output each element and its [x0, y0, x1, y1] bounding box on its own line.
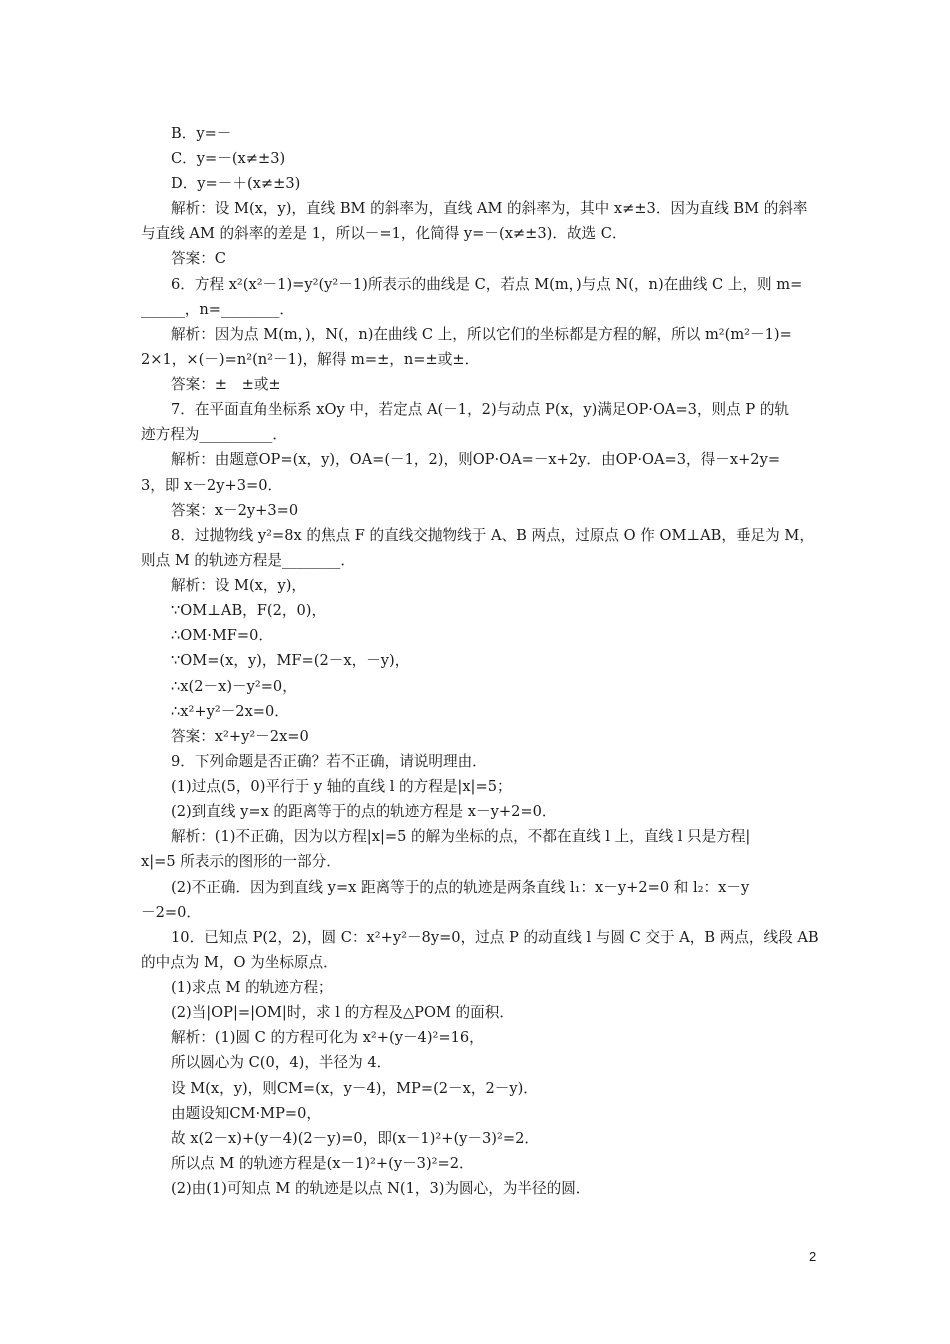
analysis-10-line-7: (2)由(1)可知点 M 的轨迹是以点 N(1，3)为圆心，为半径的圆．	[171, 1180, 591, 1197]
question-10-line-2: 的中点为 M，O 为坐标原点．	[141, 954, 338, 971]
analysis-6-line-1: 解析：因为点 M(m，)，N(，n)在曲线 C 上，所以它们的坐标都是方程的解，所以 m²(m²－1)=	[171, 326, 792, 343]
question-9-part-2: (2)到直线 y=x 的距离等于的点的轨迹方程是 x－y+2=0．	[171, 803, 557, 820]
analysis-10-line-3: 设 M(x，y)，则CM=(x，y－4)，MP=(2－x，2－y)．	[171, 1080, 538, 1097]
analysis-8-line-1: 解析：设 M(x，y)，	[171, 577, 307, 594]
question-6-line-2: ______，n=________．	[141, 301, 294, 318]
option-c: C．y=－(x≠±3)	[171, 150, 286, 167]
analysis-8-line-5: ∴x(2－x)－y²=0，	[171, 678, 297, 695]
analysis-8-line-6: ∴x²+y²－2x=0．	[171, 703, 289, 720]
question-7-line-2: 迹方程为__________．	[141, 426, 287, 443]
question-6-line-1: 6．方程 x²(x²－1)=y²(y²－1)所表示的曲线是 C，若点 M(m，)与点 N(，n)在曲线 C 上，则 m=	[171, 276, 803, 293]
analysis-8-line-2: ∵OM⊥AB，F(2，0)，	[171, 602, 327, 619]
analysis-9-line-1: 解析：(1)不正确，因为以方程|x|=5 的解为坐标的点，不都在直线 l 上，直线 l 只是方程|	[171, 828, 751, 845]
question-10-part-2: (2)当|OP|=|OM|时，求 l 的方程及△POM 的面积．	[171, 1004, 514, 1021]
analysis-9-line-2: x|=5 所表示的图形的一部分．	[141, 853, 341, 870]
analysis-10-line-6: 所以点 M 的轨迹方程是(x－1)²+(y－3)²=2．	[171, 1155, 474, 1172]
question-10-line-1: 10．已知点 P(2，2)，圆 C：x²+y²－8y=0，过点 P 的动直线 l 与圆 C 交于 A，B 两点，线段 AB	[171, 929, 819, 946]
question-9-part-1: (1)过点(5，0)平行于 y 轴的直线 l 的方程是|x|=5；	[171, 778, 512, 795]
question-9: 9．下列命题是否正确？若不正确，请说明理由．	[171, 753, 487, 770]
question-10-part-1: (1)求点 M 的轨迹方程；	[171, 979, 333, 996]
analysis-9-line-4: －2=0．	[141, 904, 201, 921]
answer-8: 答案：x²+y²－2x=0	[171, 728, 309, 745]
analysis-10-line-2: 所以圆心为 C(0，4)，半径为 4．	[171, 1054, 392, 1071]
analysis-5-line-2: 与直线 AM 的斜率的差是 1，所以－=1，化简得 y=－(x≠±3)．故选 C．	[141, 225, 627, 242]
answer-7: 答案：x－2y+3=0	[171, 502, 299, 519]
analysis-10-line-5: 故 x(2－x)+(y－4)(2－y)=0，即(x－1)²+(y－3)²=2．	[171, 1130, 539, 1147]
analysis-8-line-4: ∵OM=(x，y)，MF=(2－x，－y)，	[171, 652, 410, 669]
question-7-line-1: 7．在平面直角坐标系 xOy 中，若定点 A(－1，2)与动点 P(x，y)满足OP·OA=3，则点 P 的轨	[171, 401, 790, 418]
option-d: D．y=－＋(x≠±3)	[171, 175, 301, 192]
option-b: B．y=－	[171, 125, 232, 142]
analysis-7-line-2: 3，即 x－2y+3=0．	[141, 477, 283, 494]
analysis-5-line-1: 解析：设 M(x，y)，直线 BM 的斜率为，直线 AM 的斜率为，其中 x≠±3．因为直线 BM 的斜率	[171, 200, 808, 217]
analysis-7-line-1: 解析：由题意OP=(x，y)，OA=(－1，2)，则OP·OA=－x+2y．由OP·OA=3，得－x+2y=	[171, 451, 781, 468]
analysis-9-line-3: (2)不正确．因为到直线 y=x 距离等于的点的轨迹是两条直线 l₁：x－y+2=0 和 l₂：x－y	[171, 879, 750, 896]
page-number: 2	[809, 1249, 817, 1264]
answer-6: 答案：± ±或±	[171, 376, 281, 393]
analysis-10-line-4: 由题设知CM·MP=0，	[171, 1105, 321, 1122]
analysis-10-line-1: 解析：(1)圆 C 的方程可化为 x²+(y－4)²=16，	[171, 1029, 484, 1046]
question-8-line-2: 则点 M 的轨迹方程是________．	[141, 552, 355, 569]
analysis-8-line-3: ∴OM·MF=0．	[171, 627, 274, 644]
question-8-line-1: 8．过抛物线 y²=8x 的焦点 F 的直线交抛物线于 A、B 两点，过原点 O 作 OM⊥AB，垂足为 M，	[171, 527, 814, 544]
analysis-6-line-2: 2×1，×(－)=n²(n²－1)，解得 m=±，n=±或±．	[141, 351, 480, 368]
answer-5: 答案：C	[171, 250, 226, 267]
